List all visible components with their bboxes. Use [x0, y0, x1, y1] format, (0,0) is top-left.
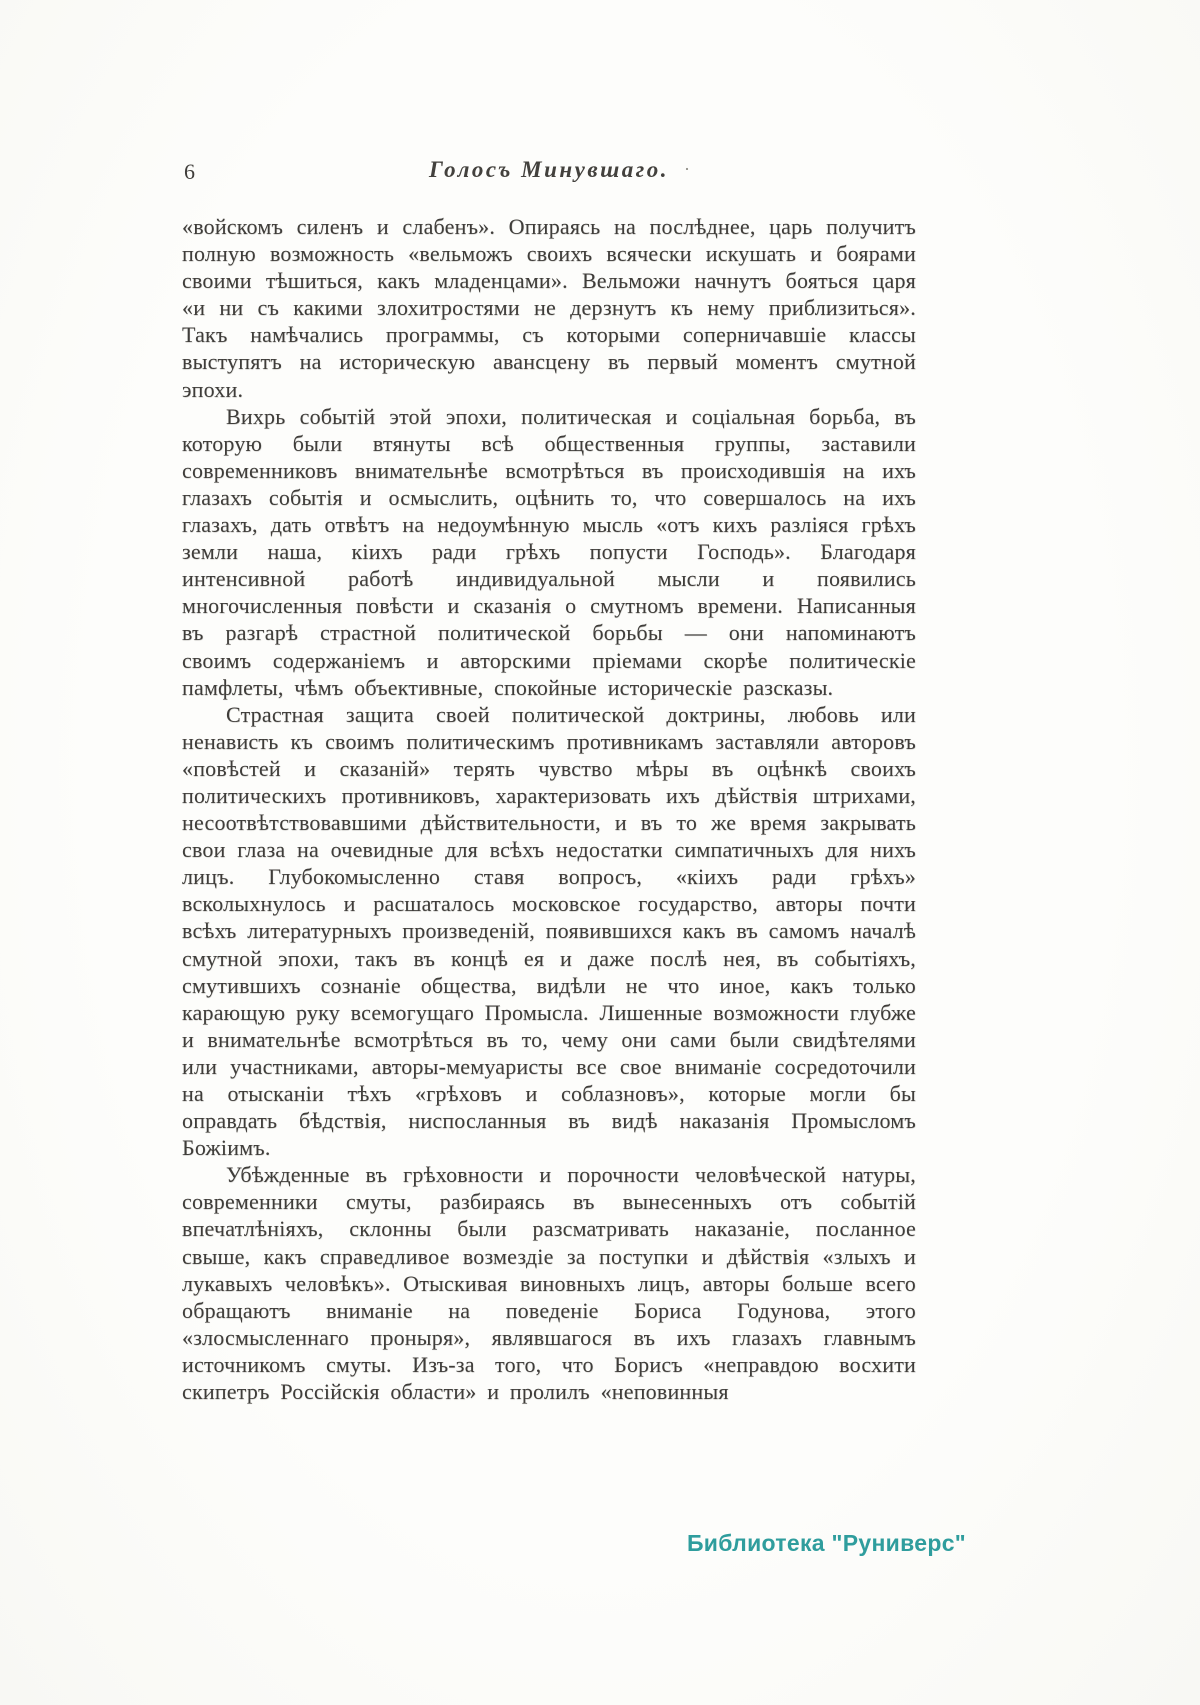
page-number: 6 [184, 159, 196, 184]
page-header [182, 157, 916, 189]
library-watermark: Библиотека "Руниверс" [686, 1530, 966, 1556]
paragraph: Убѣжденные въ грѣховности и порочности человѣческой натуры, современники смуты, разбираясь въ вынесенныхъ отъ событій впечатлѣніяхъ, склонны были разсматривать наказаніе, посланное свыше, какъ справедливое возмездіе за поступки и дѣйствія «злыхъ и лукавыхъ человѣкъ». Отыскивая виновныхъ лицъ, авторы больше всего обращаютъ вниманіе на поведеніе Бориса Годунова, этого «злосмысленнаго проныря», являвшагося въ ихъ глазахъ главнымъ источникомъ смуты. Изъ-за того, что Борисъ «неправдою восхити скипетръ Россійскія области» и пролилъ «неповинныя [182, 1162, 916, 1405]
paragraph: Страстная защита своей политической доктрины, любовь или ненависть къ своимъ политическимъ противникамъ заставляли авторовъ «повѣстей и сказаній» терять чувство мѣры въ оцѣнкѣ своихъ политическихъ противниковъ, характеризовать ихъ дѣйствія штрихами, несоотвѣтствовавшими дѣйствительности, и въ то же время закрывать свои глаза на очевидные для всѣхъ недостатки симпатичныхъ для нихъ лицъ. Глубокомысленно ставя вопросъ, «кіихъ ради грѣхъ» всколыхнулось и расшаталось московское государство, авторы почти всѣхъ литературныхъ произведеній, появившихся какъ въ самомъ началѣ смутной эпохи, такъ въ концѣ ея и даже послѣ нея, въ событіяхъ, смутившихъ сознаніе общества, видѣли не что иное, какъ только карающую руку всемогущаго Промысла. Лишенные возможности глубже и внимательнѣе всмотрѣться въ то, чему они сами были свидѣтелями или участниками, авторы-мемуаристы все свое вниманіе сосредоточили на отысканіи тѣхъ «грѣховъ и соблазновъ», которые могли бы оправдать бѣдствія, ниспосланныя въ видѣ наказанія Промысломъ Божіимъ. [182, 701, 916, 1161]
running-title: Голосъ Минувшаго. [428, 157, 670, 182]
scan-artifact-dot: · [684, 159, 690, 179]
body-text [182, 213, 916, 1405]
paragraph: «войскомъ силенъ и слабенъ». Опираясь на послѣднее, царь получитъ полную возможность «вельможъ своихъ всячески искушать и боярами своими тѣшиться, какъ младенцами». Вельможи начнутъ бояться царя «и ни съ какими злохитростями не дерзнутъ къ нему приблизиться». Такъ намѣчались программы, съ которыми соперничавшіе классы выступятъ на историческую авансцену въ первый моментъ смутной эпохи. [182, 214, 916, 402]
paragraph: Вихрь событій этой эпохи, политическая и соціальная борьба, въ которую были втянуты всѣ общественныя группы, заставили современниковъ внимательнѣе всмотрѣться въ происходившія на ихъ глазахъ событія и осмыслить, оцѣнить то, что совершалось на ихъ глазахъ, дать отвѣтъ на недоумѣнную мысль «отъ кихъ разліяся грѣхъ земли наша, кіихъ ради грѣхъ попусти Господь». Благодаря интенсивной работѣ индивидуальной мысли и появились многочисленныя повѣсти и сказанія о смутномъ времени. Написанныя въ разгарѣ страстной политической борьбы — они напоминаютъ своимъ содержаніемъ и авторскими пріемами скорѣе политическіе памфлеты, чѣмъ объективные, спокойные историческіе разсказы. [182, 403, 916, 700]
